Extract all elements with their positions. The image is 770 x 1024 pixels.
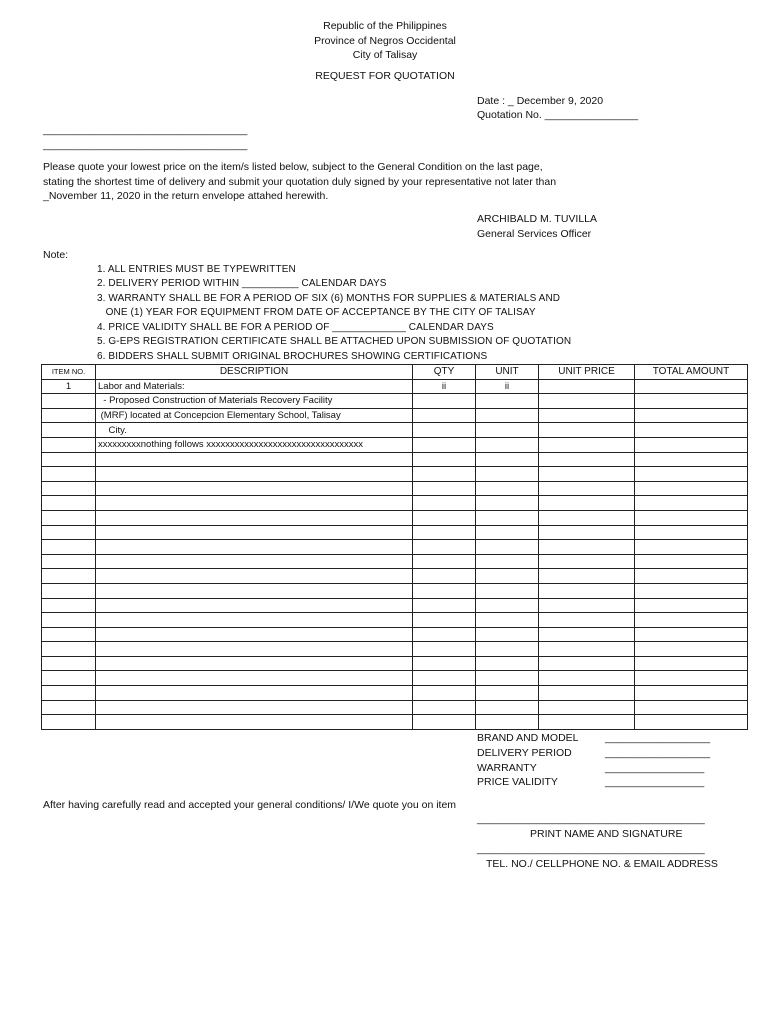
table-row <box>42 686 748 701</box>
unit-cell <box>476 452 539 467</box>
table-row <box>42 394 748 409</box>
header-city: City of Talisay <box>352 49 418 61</box>
item-no-cell <box>42 408 96 423</box>
term-warranty-label: WARRANTY <box>477 762 537 774</box>
total-amount-cell <box>635 569 748 584</box>
intro-line-2: stating the shortest time of delivery and submit your quotation duly signed by your representative not later than <box>43 176 557 188</box>
table-row <box>42 598 748 613</box>
total-amount-cell <box>635 379 748 394</box>
unit-cell <box>476 554 539 569</box>
total-amount-cell <box>635 423 748 438</box>
unit-cell <box>476 715 539 730</box>
note-item: 5. G-EPS REGISTRATION CERTIFICATE SHALL BE ATTACHED UPON SUBMISSION OF QUOTATION <box>97 336 572 347</box>
item-no-cell <box>42 700 96 715</box>
total-amount-cell <box>635 671 748 686</box>
total-amount-cell <box>635 627 748 642</box>
total-amount-cell <box>635 554 748 569</box>
item-no-cell <box>42 656 96 671</box>
table-row <box>42 496 748 511</box>
qty-cell <box>413 408 476 423</box>
term-brand-model-line: __________________ <box>605 732 711 744</box>
term-delivery-period-line: __________________ <box>605 747 711 759</box>
total-amount-cell <box>635 525 748 540</box>
item-no-cell <box>42 452 96 467</box>
table-row <box>42 408 748 423</box>
description-cell <box>96 656 413 671</box>
unit-cell <box>476 437 539 452</box>
description-cell <box>96 481 413 496</box>
unit-price-cell <box>539 671 635 686</box>
header-province: Province of Negros Occidental <box>314 35 456 47</box>
item-no-cell <box>42 554 96 569</box>
unit-cell <box>476 642 539 657</box>
table-row <box>42 423 748 438</box>
officer-name: ARCHIBALD M. TUVILLA <box>477 213 598 225</box>
unit-price-cell <box>539 583 635 598</box>
total-amount-cell <box>635 540 748 555</box>
unit-price-cell <box>539 613 635 628</box>
unit-cell <box>476 700 539 715</box>
contact-label: TEL. NO./ CELLPHONE NO. & EMAIL ADDRESS <box>486 858 718 870</box>
unit-cell <box>476 671 539 686</box>
unit-cell <box>476 627 539 642</box>
unit-cell <box>476 540 539 555</box>
item-no-cell <box>42 583 96 598</box>
unit-cell <box>476 510 539 525</box>
header-qty: QTY <box>413 365 476 380</box>
term-warranty-line: _________________ <box>605 762 705 774</box>
item-no-cell <box>42 437 96 452</box>
item-no-cell <box>42 569 96 584</box>
table-row <box>42 452 748 467</box>
unit-price-cell <box>539 656 635 671</box>
item-no-cell <box>42 525 96 540</box>
item-no-cell <box>42 481 96 496</box>
description-cell <box>96 583 413 598</box>
unit-price-cell <box>539 627 635 642</box>
description-cell <box>96 569 413 584</box>
signature-line: _______________________________________ <box>477 813 705 825</box>
term-price-validity-line: _________________ <box>605 776 705 788</box>
total-amount-cell <box>635 715 748 730</box>
unit-cell <box>476 613 539 628</box>
qty-cell <box>413 525 476 540</box>
item-no-cell <box>42 394 96 409</box>
item-no-cell <box>42 423 96 438</box>
header-item-no: ITEM NO. <box>42 365 96 380</box>
unit-cell <box>476 408 539 423</box>
note-item: 6. BIDDERS SHALL SUBMIT ORIGINAL BROCHURES SHOWING CERTIFICATIONS <box>97 351 488 362</box>
qty-cell <box>413 583 476 598</box>
unit-price-cell <box>539 642 635 657</box>
description-cell: xxxxxxxxxnothing follows xxxxxxxxxxxxxxxxxxxxxxxxxxxxxxxxx <box>96 437 413 452</box>
total-amount-cell <box>635 656 748 671</box>
total-amount-cell <box>635 408 748 423</box>
unit-price-cell <box>539 423 635 438</box>
unit-price-cell <box>539 525 635 540</box>
unit-cell <box>476 656 539 671</box>
item-no-cell <box>42 715 96 730</box>
table-row <box>42 554 748 569</box>
unit-price-cell <box>539 554 635 569</box>
table-row <box>42 379 748 394</box>
header-description: DESCRIPTION <box>96 365 413 380</box>
unit-price-cell <box>539 394 635 409</box>
unit-cell <box>476 569 539 584</box>
unit-cell <box>476 583 539 598</box>
note-item: 2. DELIVERY PERIOD WITHIN __________ CALENDAR DAYS <box>97 278 387 289</box>
item-no-cell <box>42 540 96 555</box>
unit-cell: ii <box>476 379 539 394</box>
qty-cell <box>413 394 476 409</box>
term-brand-model-label: BRAND AND MODEL <box>477 732 579 744</box>
item-no-cell <box>42 686 96 701</box>
unit-cell <box>476 423 539 438</box>
qty-cell <box>413 481 476 496</box>
term-price-validity-label: PRICE VALIDITY <box>477 776 558 788</box>
unit-price-cell <box>539 481 635 496</box>
acceptance-statement: After having carefully read and accepted your general conditions/ I/We quote you on item <box>43 799 457 811</box>
description-cell <box>96 554 413 569</box>
description-cell <box>96 700 413 715</box>
table-row <box>42 481 748 496</box>
total-amount-cell <box>635 598 748 613</box>
table-header-row <box>42 365 748 380</box>
unit-cell <box>476 467 539 482</box>
unit-price-cell <box>539 467 635 482</box>
intro-line-3: _November 11, 2020 in the return envelope attahed herewith. <box>43 190 329 202</box>
print-name-signature-label: PRINT NAME AND SIGNATURE <box>530 828 683 840</box>
total-amount-cell <box>635 394 748 409</box>
qty-cell <box>413 437 476 452</box>
intro-line-1: Please quote your lowest price on the item/s listed below, subject to the General Condition on the last page, <box>43 161 543 173</box>
table-row <box>42 467 748 482</box>
total-amount-cell <box>635 613 748 628</box>
qty-cell <box>413 554 476 569</box>
header-republic: Republic of the Philippines <box>323 20 447 32</box>
description-cell <box>96 686 413 701</box>
addressee-line-2: ___________________________________ <box>43 139 248 151</box>
table-row <box>42 671 748 686</box>
total-amount-cell <box>635 642 748 657</box>
qty-cell <box>413 642 476 657</box>
qty-cell <box>413 540 476 555</box>
unit-cell <box>476 496 539 511</box>
unit-cell <box>476 525 539 540</box>
description-cell <box>96 627 413 642</box>
unit-price-cell <box>539 686 635 701</box>
unit-cell <box>476 598 539 613</box>
description-cell <box>96 598 413 613</box>
total-amount-cell <box>635 510 748 525</box>
total-amount-cell <box>635 467 748 482</box>
table-row <box>42 510 748 525</box>
header-unit-price: UNIT PRICE <box>539 365 635 380</box>
unit-price-cell <box>539 452 635 467</box>
header-unit: UNIT <box>476 365 539 380</box>
qty-cell <box>413 627 476 642</box>
table-row <box>42 656 748 671</box>
header-total-amount: TOTAL AMOUNT <box>635 365 748 380</box>
description-cell <box>96 510 413 525</box>
description-cell <box>96 452 413 467</box>
qty-cell <box>413 598 476 613</box>
date-field: Date : _ December 9, 2020 <box>477 95 604 107</box>
item-no-cell <box>42 642 96 657</box>
qty-cell <box>413 510 476 525</box>
qty-cell <box>413 496 476 511</box>
qty-cell <box>413 686 476 701</box>
description-cell <box>96 613 413 628</box>
description-cell <box>96 642 413 657</box>
qty-cell <box>413 715 476 730</box>
note-item: 3. WARRANTY SHALL BE FOR A PERIOD OF SIX (6) MONTHS FOR SUPPLIES & MATERIALS AND <box>97 293 561 304</box>
unit-price-cell <box>539 408 635 423</box>
unit-price-cell <box>539 437 635 452</box>
note-item: ONE (1) YEAR FOR EQUIPMENT FROM DATE OF ACCEPTANCE BY THE CITY OF TALISAY <box>97 307 536 318</box>
item-no-cell <box>42 613 96 628</box>
item-no-cell <box>42 598 96 613</box>
unit-price-cell <box>539 598 635 613</box>
description-cell <box>96 671 413 686</box>
contact-line: _______________________________________ <box>477 843 705 855</box>
quotation-number-field: Quotation No. ________________ <box>477 109 639 121</box>
total-amount-cell <box>635 481 748 496</box>
unit-price-cell <box>539 379 635 394</box>
description-cell: (MRF) located at Concepcion Elementary School, Talisay <box>96 408 413 423</box>
total-amount-cell <box>635 496 748 511</box>
qty-cell <box>413 452 476 467</box>
table-row <box>42 715 748 730</box>
unit-cell <box>476 394 539 409</box>
unit-price-cell <box>539 496 635 511</box>
item-no-cell <box>42 627 96 642</box>
table-row <box>42 540 748 555</box>
item-no-cell: 1 <box>42 379 96 394</box>
qty-cell <box>413 671 476 686</box>
table-row <box>42 525 748 540</box>
qty-cell <box>413 700 476 715</box>
table-row <box>42 437 748 452</box>
description-cell <box>96 540 413 555</box>
table-row <box>42 642 748 657</box>
qty-cell <box>413 467 476 482</box>
description-cell <box>96 467 413 482</box>
document-title: REQUEST FOR QUOTATION <box>315 70 455 82</box>
total-amount-cell <box>635 686 748 701</box>
description-cell: City. <box>96 423 413 438</box>
unit-price-cell <box>539 510 635 525</box>
description-cell <box>96 496 413 511</box>
unit-price-cell <box>539 715 635 730</box>
unit-price-cell <box>539 700 635 715</box>
qty-cell <box>413 569 476 584</box>
note-item: 1. ALL ENTRIES MUST BE TYPEWRITTEN <box>97 264 296 275</box>
note-item: 4. PRICE VALIDITY SHALL BE FOR A PERIOD OF _____________ CALENDAR DAYS <box>97 322 494 333</box>
qty-cell <box>413 613 476 628</box>
table-row <box>42 613 748 628</box>
total-amount-cell <box>635 437 748 452</box>
table-row <box>42 583 748 598</box>
unit-price-cell <box>539 569 635 584</box>
description-cell: - Proposed Construction of Materials Recovery Facility <box>96 394 413 409</box>
total-amount-cell <box>635 583 748 598</box>
table-row <box>42 569 748 584</box>
term-delivery-period-label: DELIVERY PERIOD <box>477 747 572 759</box>
total-amount-cell <box>635 700 748 715</box>
table-row <box>42 627 748 642</box>
total-amount-cell <box>635 452 748 467</box>
officer-title: General Services Officer <box>477 228 592 240</box>
unit-cell <box>476 686 539 701</box>
qty-cell <box>413 423 476 438</box>
items-table <box>41 364 748 730</box>
item-no-cell <box>42 510 96 525</box>
table-row <box>42 700 748 715</box>
description-cell <box>96 715 413 730</box>
item-no-cell <box>42 467 96 482</box>
description-cell <box>96 525 413 540</box>
note-label: Note: <box>43 249 69 261</box>
addressee-line-1: ___________________________________ <box>43 124 248 136</box>
description-cell: Labor and Materials: <box>96 379 413 394</box>
qty-cell: ii <box>413 379 476 394</box>
item-no-cell <box>42 496 96 511</box>
unit-cell <box>476 481 539 496</box>
unit-price-cell <box>539 540 635 555</box>
item-no-cell <box>42 671 96 686</box>
qty-cell <box>413 656 476 671</box>
